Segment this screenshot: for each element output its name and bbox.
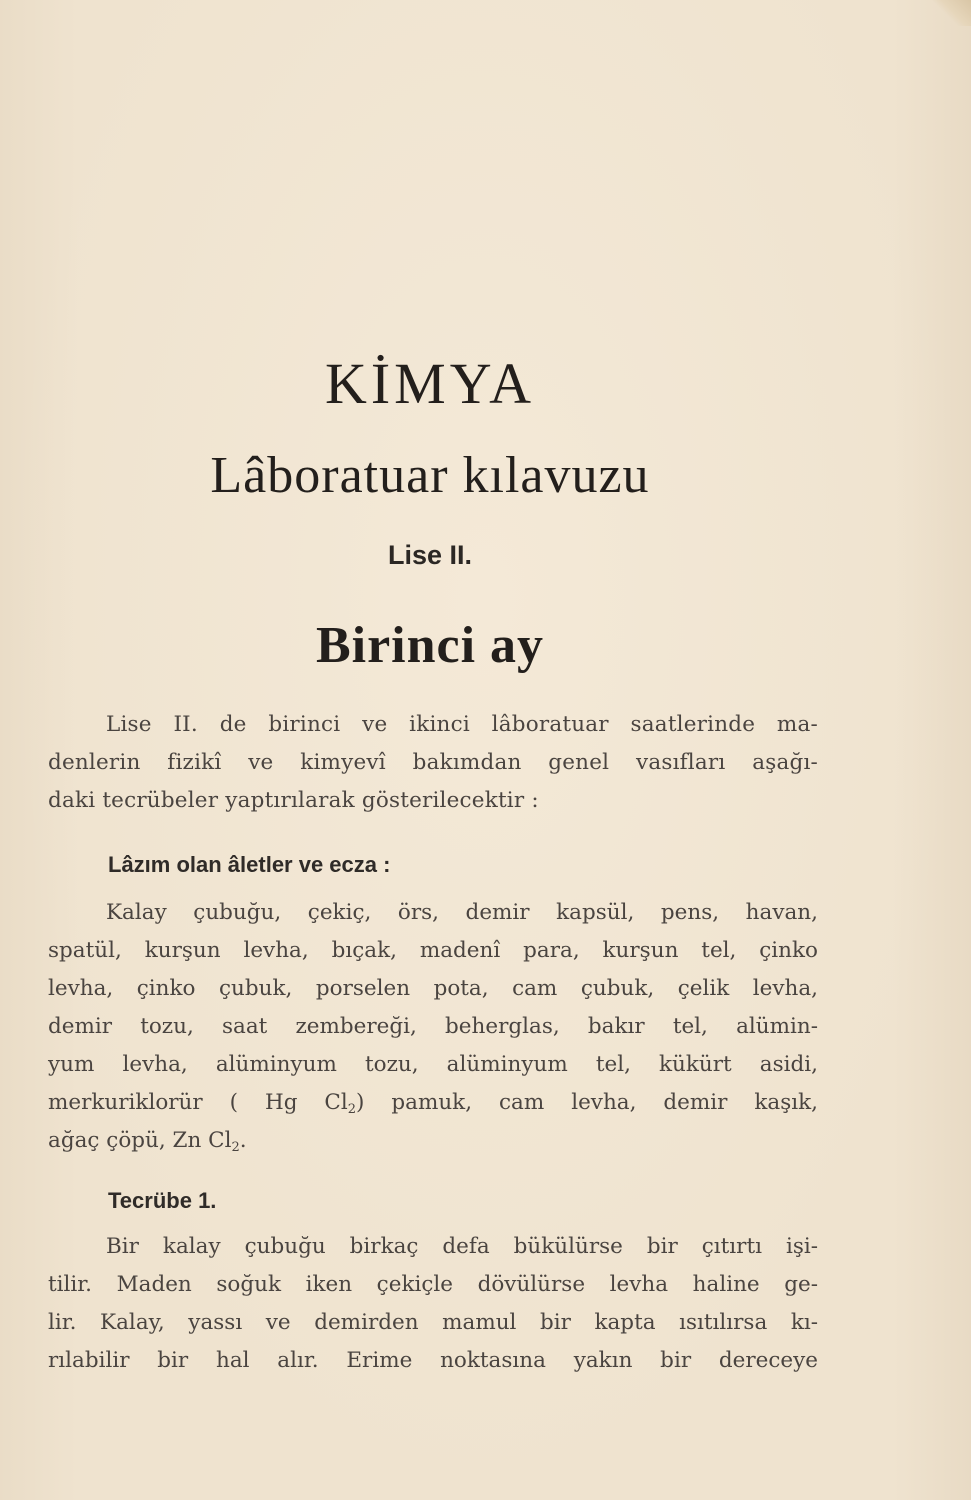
intro-line: Lise II. de birinci ve ikinci lâboratuar saatlerinde ma- [106,712,818,737]
formula-text-before: ağaç çöpü, Zn Cl [48,1128,232,1153]
formula-subscript: 2 [347,1102,357,1117]
experiment-line: lir. Kalay, yassı ve demirden mamul bir kapta ısıtılırsa kı- [48,1310,818,1335]
book-subtitle: Lâboratuar kılavuzu [210,447,650,504]
formula-subscript: 2 [231,1140,240,1155]
materials-line-formula [48,1084,818,1122]
materials-line: yum levha, alüminyum tozu, alüminyum tel, kükürt asidi, [48,1052,818,1077]
formula-text-after: . [239,1128,247,1153]
experiment-line: tilir. Maden soğuk iken çekiçle dövülürse levha haline ge- [48,1272,818,1297]
experiment-paragraph [48,1228,818,1380]
materials-line: demir tozu, saat zembereği, beherglas, bakır tel, alümin- [48,1014,818,1039]
materials-line-formula [48,1122,818,1160]
experiment-line: Bir kalay çubuğu birkaç defa bükülürse bir çıtırtı işi- [106,1234,818,1259]
intro-line: daki tecrübeler yaptırılarak gösterilecektir : [48,788,539,813]
formula-text-before: merkuriklorür ( Hg Cl [48,1090,348,1115]
intro-paragraph [48,706,818,820]
formula-text-after: ) pamuk, cam levha, demir kaşık, [356,1090,818,1115]
intro-line: denlerin fizikî ve kimyevî bakımdan genel vasıfları aşağı- [48,750,818,775]
class-level: Lise II. [387,540,473,570]
experiment-heading: Tecrübe 1. [108,1188,217,1213]
materials-line: spatül, kurşun levha, bıçak, madenî para, kurşun tel, çinko [48,938,818,963]
materials-line: levha, çinko çubuk, porselen pota, cam çubuk, çelik levha, [48,976,818,1001]
experiment-line: rılabilir bir hal alır. Erime noktasına yakın bir dereceye [48,1348,818,1373]
materials-heading: Lâzım olan âletler ve ecza : [108,852,391,877]
page-corner-fold [931,0,971,26]
materials-line: Kalay çubuğu, çekiç, örs, demir kapsül, pens, havan, [106,900,818,925]
section-title: Birinci ay [315,617,545,674]
materials-paragraph [48,894,818,1160]
book-title: KİMYA [324,351,536,416]
